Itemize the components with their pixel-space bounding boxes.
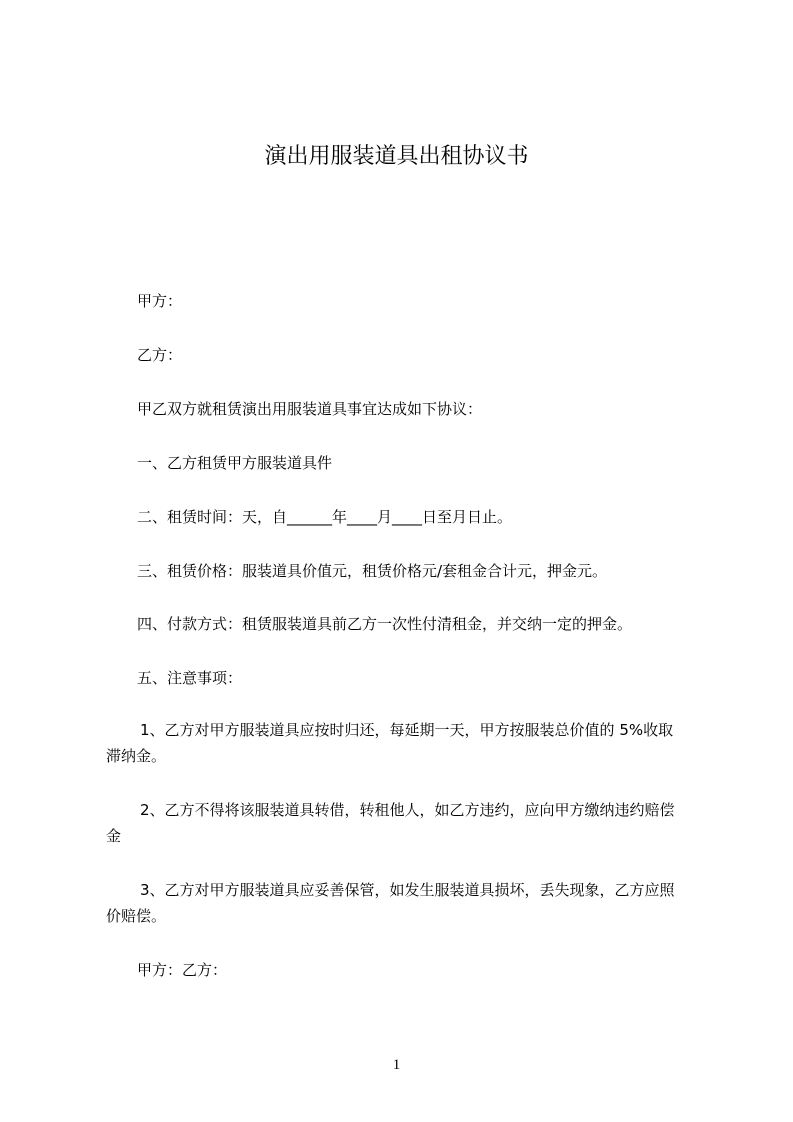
clause-5: 五、注意事项： xyxy=(137,669,243,687)
page-number: 1 xyxy=(392,1057,401,1073)
note-3-line-2: 价赔偿。 xyxy=(106,907,167,925)
clause-1: 一、乙方租赁甲方服装道具件 xyxy=(137,454,333,472)
document-title: 演出用服装道具出租协议书 xyxy=(264,144,529,169)
note-2-line-2: 金 xyxy=(106,827,122,845)
note-2-line-1: 2、乙方不得将该服装道具转借，转租他人，如乙方违约，应向甲方缴纳违约赔偿 xyxy=(140,801,675,819)
party-a-label: 甲方： xyxy=(137,292,183,310)
clause-3: 三、租赁价格：服装道具价值元，租赁价格元/套租金合计元，押金元。 xyxy=(137,562,608,580)
clause-4: 四、付款方式：租赁服装道具前乙方一次性付清租金，并交纳一定的押金。 xyxy=(137,615,633,633)
intro-paragraph: 甲乙双方就租赁演出用服装道具事宜达成如下协议： xyxy=(137,400,483,418)
party-b-label: 乙方： xyxy=(137,346,183,364)
signature-line: 甲方：乙方： xyxy=(137,961,228,979)
note-3-line-1: 3、乙方对甲方服装道具应妥善保管，如发生服装道具损坏，丢失现象，乙方应照 xyxy=(140,881,675,899)
note-1-line-2: 滞纳金。 xyxy=(106,747,167,765)
clause-2: 二、租赁时间：天，自______年____月____日至月日止。 xyxy=(137,508,513,526)
note-1-line-1: 1、乙方对甲方服装道具应按时归还，每延期一天，甲方按服装总价值的 5%收取 xyxy=(140,721,674,739)
